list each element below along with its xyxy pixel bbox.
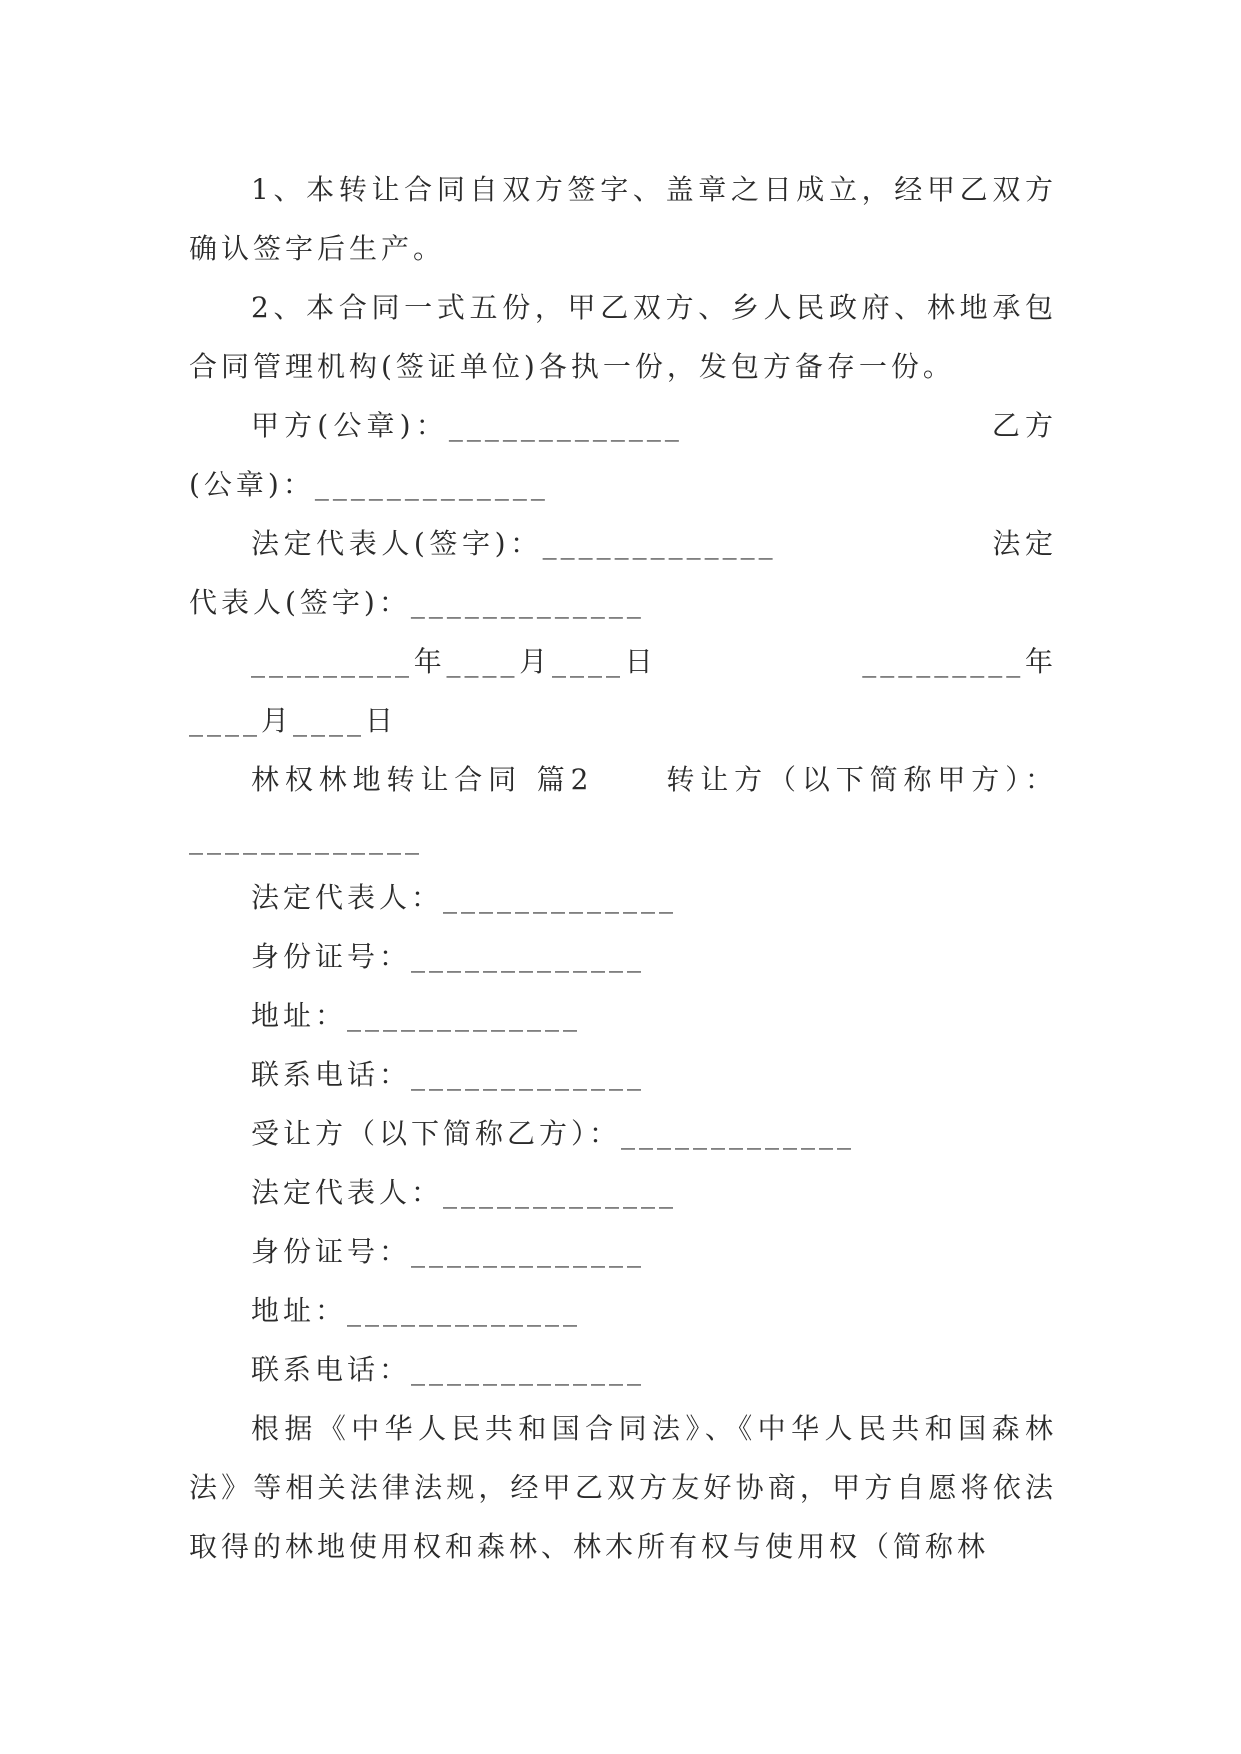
paragraph-copies-clause: 2、本合同一式五份，甲乙双方、乡人民政府、林地承包合同管理机构(签证单位)各执一份，发包方备存一份。: [189, 291, 1057, 383]
field-transferee-phone: 联系电话：_____________: [251, 1353, 646, 1386]
paragraph-date-lines: _________年____月____日 _________年____月____日: [189, 645, 1057, 737]
paragraph-contract-title-transferor: 林权林地转让合同 篇2 转让方（以下简称甲方）：_____________: [189, 763, 1057, 855]
paragraph-legal-basis: 根据《中华人民共和国合同法》、《中华人民共和国森林法》等相关法律法规，经甲乙双方友好协商，甲方自愿将依法取得的林地使用权和森林、林木所有权与使用权（简称林: [189, 1412, 1057, 1563]
field-transferor-phone: 联系电话：_____________: [251, 1058, 646, 1091]
paragraph-representative-signature-lines: 法定代表人(签字)：_____________ 法定代表人(签字)：_____________: [189, 527, 1057, 619]
document-page: [189, 160, 1057, 1576]
paragraph-seal-lines: 甲方(公章)：_____________ 乙方(公章)：_____________: [189, 409, 1057, 501]
field-transferee-id-number: 身份证号：_____________: [251, 1235, 646, 1268]
paragraph-effectiveness-clause: 1、本转让合同自双方签字、盖章之日成立，经甲乙双方确认签字后生产。: [189, 173, 1057, 265]
field-transferee-representative: 法定代表人：_____________: [251, 1176, 678, 1209]
field-transferor-representative: 法定代表人：_____________: [251, 881, 678, 914]
field-transferor-address: 地址：_____________: [251, 999, 582, 1032]
field-transferee-address: 地址：_____________: [251, 1294, 582, 1327]
field-transferor-id-number: 身份证号：_____________: [251, 940, 646, 973]
field-transferee: 受让方（以下简称乙方）：_____________: [251, 1117, 856, 1150]
